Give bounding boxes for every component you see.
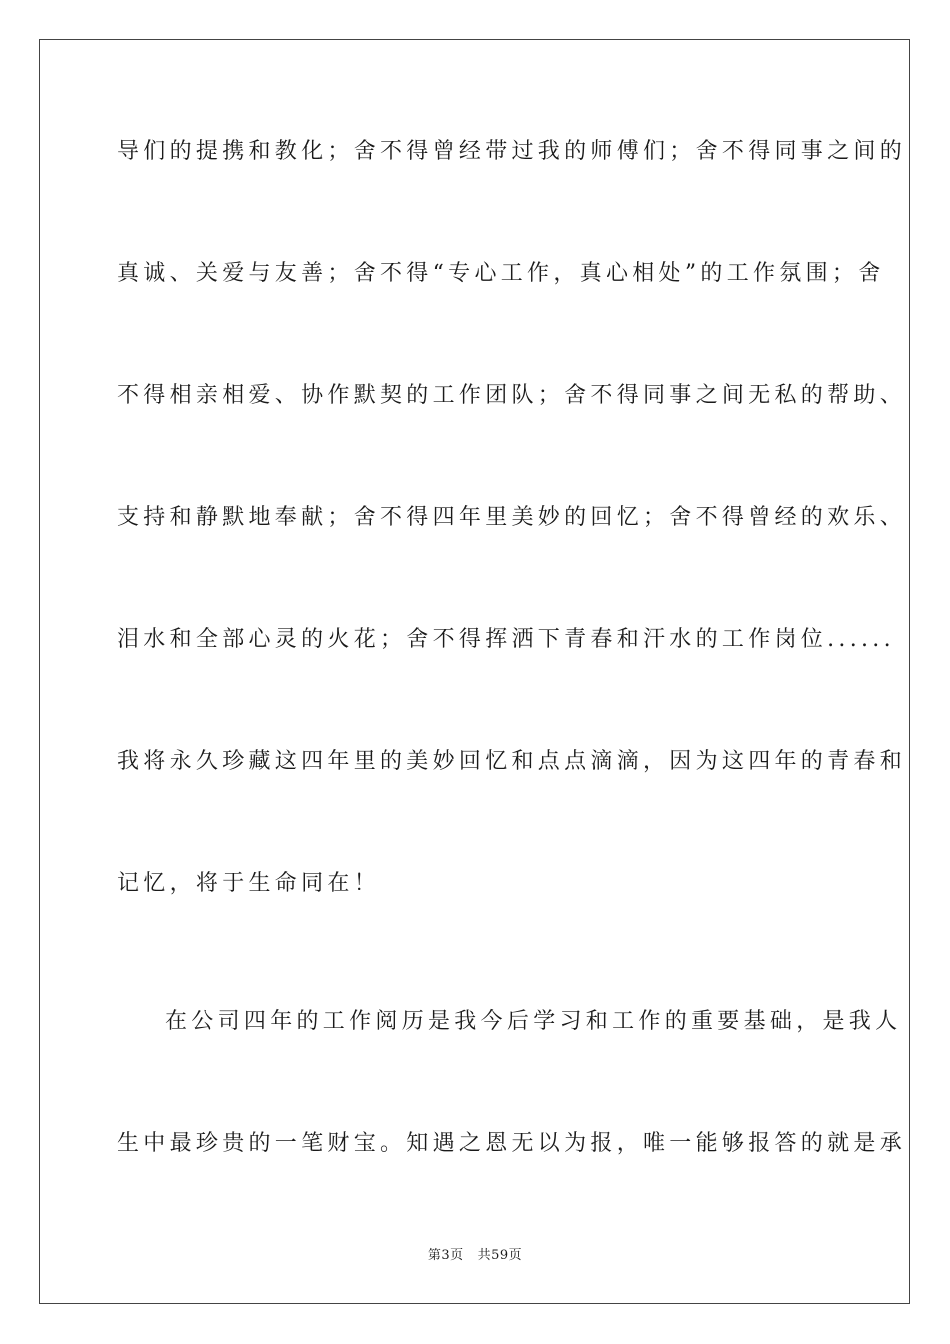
page-footer <box>0 1248 950 1264</box>
paragraph-line-5: 泪水和全部心灵的火花；舍不得挥洒下青春和汗水的工作岗位...... <box>117 627 895 652</box>
paragraph-line-4: 支持和静默地奉献；舍不得四年里美妙的回忆；舍不得曾经的欢乐、 <box>117 505 907 530</box>
paragraph-line-9: 生中最珍贵的一笔财宝。知遇之恩无以为报，唯一能够报答的就是承 <box>117 1131 907 1156</box>
paragraph-line-7: 记忆，将于生命同在！ <box>117 871 381 896</box>
page-border <box>39 39 910 1304</box>
paragraph-line-3: 不得相亲相爱、协作默契的工作团队；舍不得同事之间无私的帮助、 <box>117 383 907 408</box>
paragraph-line-1: 导们的提携和教化；舍不得曾经带过我的师傅们；舍不得同事之间的 <box>117 139 907 164</box>
paragraph-line-2: 真诚、关爱与友善；舍不得“专心工作，真心相处”的工作氛围；舍 <box>117 261 885 286</box>
paragraph-line-6: 我将永久珍藏这四年里的美妙回忆和点点滴滴，因为这四年的青春和 <box>117 749 907 774</box>
page-number: 第3页 <box>427 1248 464 1263</box>
page-total: 共59页 <box>477 1248 523 1263</box>
paragraph-line-8: 在公司四年的工作阅历是我今后学习和工作的重要基础，是我人 <box>165 1009 902 1034</box>
